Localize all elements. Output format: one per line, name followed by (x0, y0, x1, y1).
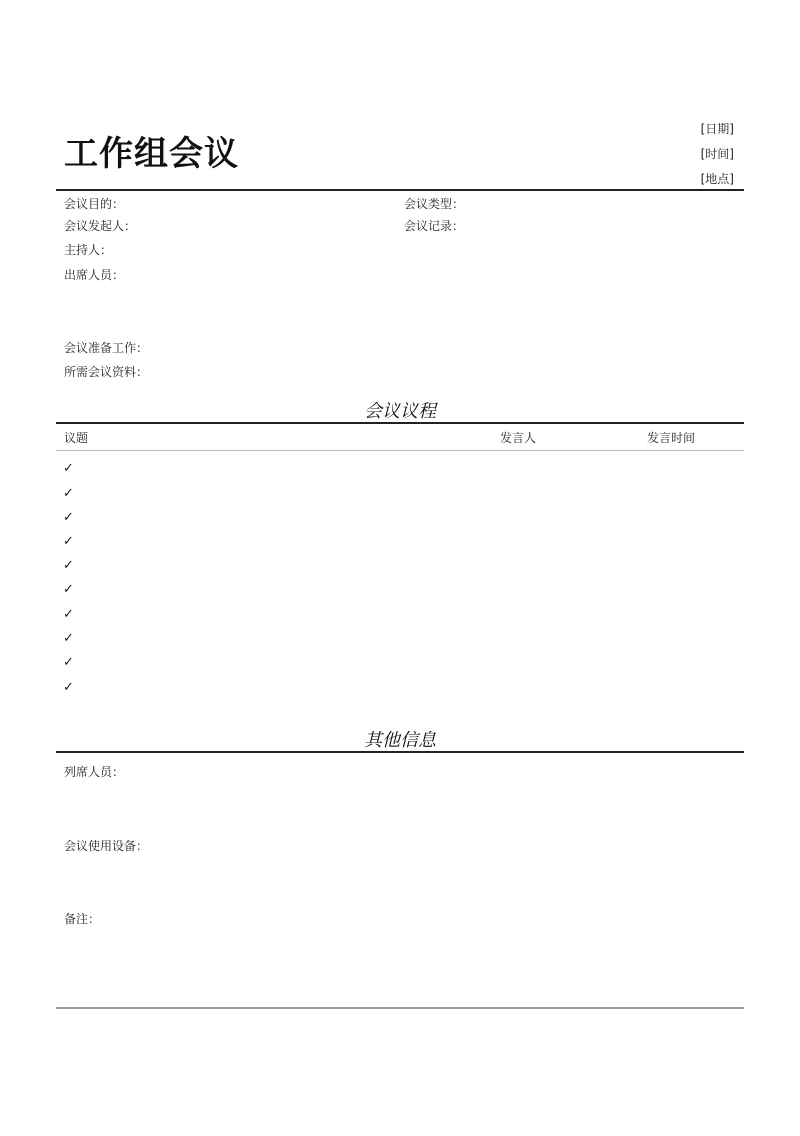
agenda-column-time: 发言时间 (647, 431, 696, 445)
agenda-item-check[interactable]: ✓ (63, 486, 74, 501)
host-label[interactable]: 主持人： (64, 243, 113, 257)
agenda-item-check[interactable]: ✓ (63, 558, 74, 573)
agenda-section-title: 会议议程 (364, 401, 436, 422)
attendees-label[interactable]: 出席人员： (64, 268, 125, 282)
meeting-purpose-label[interactable]: 会议目的： (64, 197, 125, 211)
agenda-column-speaker: 发言人 (500, 431, 537, 445)
header-divider (56, 189, 744, 191)
location-placeholder[interactable]: [地点] (700, 172, 734, 186)
agenda-item-check[interactable]: ✓ (63, 680, 74, 695)
materials-label[interactable]: 所需会议资料： (64, 365, 149, 379)
agenda-item-check[interactable]: ✓ (63, 510, 74, 525)
agenda-item-check[interactable]: ✓ (63, 534, 74, 549)
footer-divider (56, 1007, 744, 1009)
meeting-type-label[interactable]: 会议类型： (404, 197, 465, 211)
meeting-initiator-label[interactable]: 会议发起人： (64, 219, 137, 233)
time-placeholder[interactable]: [时间] (700, 147, 734, 161)
agenda-column-topic: 议题 (64, 431, 89, 445)
agenda-header-underline (56, 450, 744, 451)
other-info-divider (56, 751, 744, 753)
preparation-label[interactable]: 会议准备工作： (64, 341, 149, 355)
page-title: 工作组会议 (64, 134, 239, 174)
agenda-item-check[interactable]: ✓ (63, 631, 74, 646)
equipment-label[interactable]: 会议使用设备： (64, 839, 149, 853)
date-placeholder[interactable]: [日期] (700, 122, 734, 136)
agenda-divider (56, 422, 744, 424)
meeting-recorder-label[interactable]: 会议记录： (404, 219, 465, 233)
other-info-section-title: 其他信息 (364, 730, 436, 751)
agenda-item-check[interactable]: ✓ (63, 582, 74, 597)
agenda-item-check[interactable]: ✓ (63, 607, 74, 622)
agenda-item-check[interactable]: ✓ (63, 461, 74, 476)
agenda-item-check[interactable]: ✓ (63, 655, 74, 670)
observers-label[interactable]: 列席人员： (64, 765, 125, 779)
notes-label[interactable]: 备注： (64, 912, 101, 926)
